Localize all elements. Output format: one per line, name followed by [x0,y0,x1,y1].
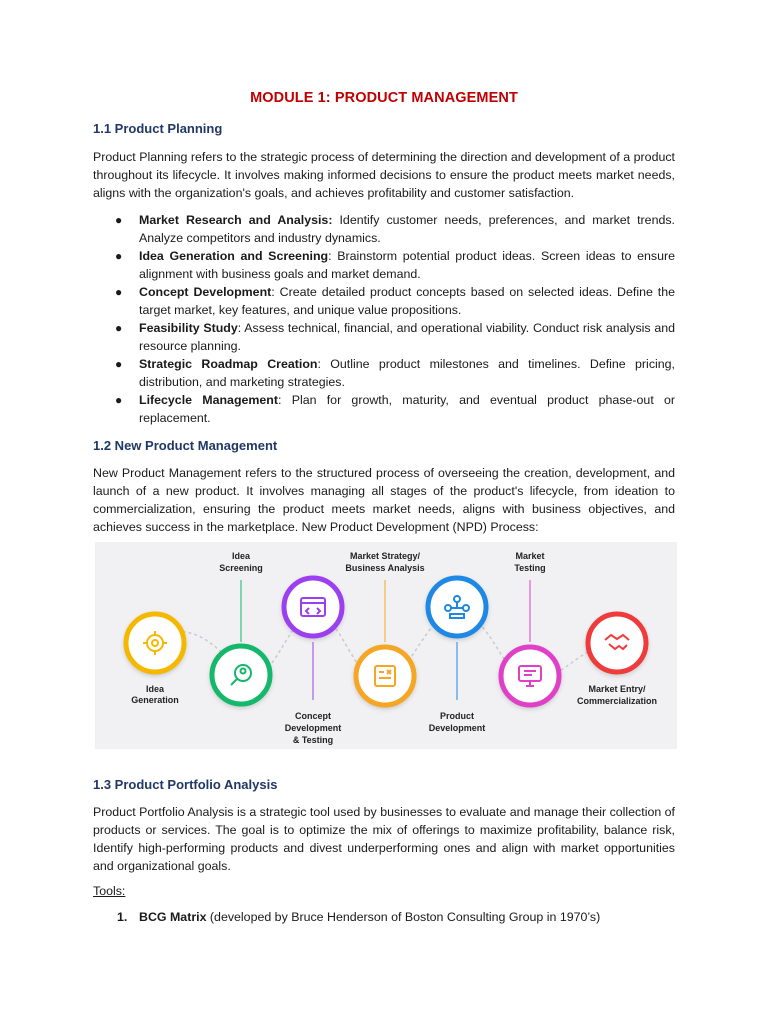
stage-label: Product [439,711,475,721]
product-planning-bullets [93,211,675,427]
bullet-icon: ● [115,213,123,227]
list-item: BCG Matrix (developed by Bruce Henderson of Boston Consulting Group in 1970’s) [139,910,601,924]
stage-market-testing [499,551,561,707]
tools-label: Tools: [93,884,126,898]
bullet-icon: ● [115,321,123,335]
bullet-icon: ● [115,285,123,299]
section-heading-portfolio-analysis: 1.3 Product Portfolio Analysis [93,777,278,792]
list-number: 1. [117,910,128,924]
section-heading-product-planning: 1.1 Product Planning [93,121,223,136]
module-title: MODULE 1: PRODUCT MANAGEMENT [250,90,518,106]
portfolio-paragraph: Product Portfolio Analysis is a strategic tool used by businesses to evaluate and manage their collection of products or services. The goal is to optimize the mix of offerings to maximize profitability, balance risk, Identify high-performing products and divest underperforming ones and align with market opportunities and organizational goals. [93,805,676,873]
stage-label: Development [428,723,486,733]
stage-label: Idea [145,684,165,694]
bullet-icon: ● [115,357,123,371]
bullet-icon: ● [115,249,123,263]
stage-label: Concept [295,711,331,721]
bullet-icon: ● [115,393,123,407]
list-item: ● Lifecycle Management: Plan for growth, maturity, and eventual product phase-out or replacement. [115,393,676,425]
stage-label: Screening [219,563,263,573]
new-product-paragraph: New Product Management refers to the structured process of overseeing the creation, development, and launch of a new product. It involves managing all stages of the product's lifecycle, from ideation to commercialization, ensuring the product meets market needs, aligns with business objectives, and achieves success in the marketplace. New Product Development (NPD) Process: [93,466,675,534]
stage-concept-development [282,576,344,745]
stage-idea-screening [210,551,272,706]
stage-label: Testing [514,563,546,573]
section-heading-new-product-management: 1.2 New Product Management [93,438,278,453]
stage-label: Generation [131,695,179,705]
stage-label: Development [284,723,342,733]
list-item: ● Idea Generation and Screening: Brainstorm potential product ideas. Screen ideas to ensure alignment with business goals and market demand. [115,249,675,281]
product-planning-paragraph: Product Planning refers to the strategic process of determining the direction and development of a product throughout its lifecycle. It involves making informed decisions to ensure the product meets market needs, aligns with the organization's goals, and achieves profitability and customer satisfaction. [93,150,675,200]
stage-label: Idea [231,551,251,561]
npd-process-figure [95,542,677,749]
list-item: ● Market Research and Analysis: Identify customer needs, preferences, and market trends. Analyze competitors and industry dynamics. [115,213,675,245]
stage-label: Business Analysis [345,563,425,573]
list-item: ● Feasibility Study: Assess technical, financial, and operational viability. Conduct risk analysis and resource planning. [115,321,675,353]
stage-label: Commercialization [576,696,658,706]
stage-label: Market [515,551,545,561]
stage-label: & Testing [292,735,334,745]
stage-label: Market Entry/ [588,684,646,694]
stage-market-entry [577,612,657,706]
stage-idea-generation [124,612,186,705]
list-item: ● Concept Development: Create detailed product concepts based on selected ideas. Define the target market, key features, and unique value propositions. [115,285,675,317]
stage-market-strategy [345,551,424,707]
stage-product-development [426,576,488,733]
npd-diagram [95,542,677,749]
list-item: ● Strategic Roadmap Creation: Outline product milestones and timelines. Define pricing, distribution, and marketing strategies. [115,357,675,389]
stage-label: Market Strategy/ [349,551,421,561]
